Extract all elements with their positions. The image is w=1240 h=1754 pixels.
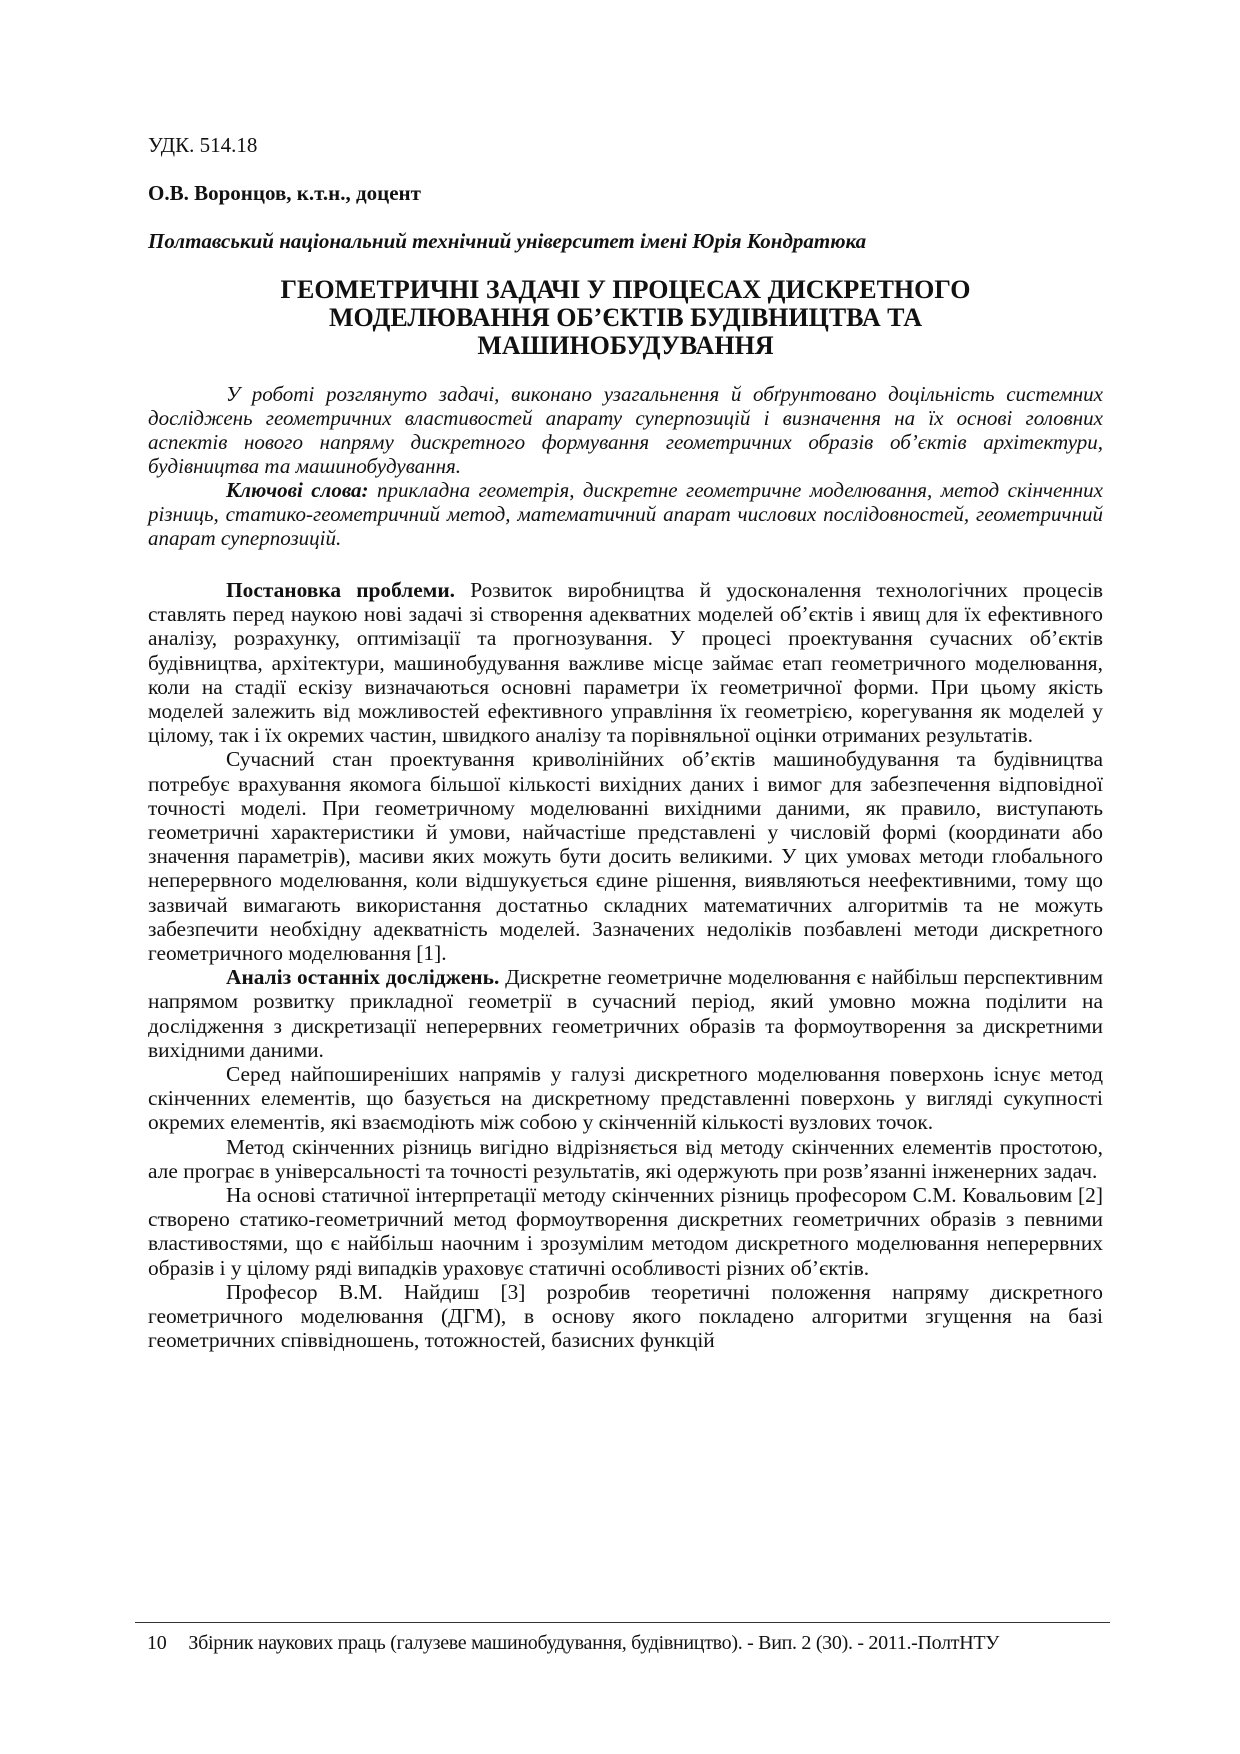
keywords-text: прикладна геометрія, дискретне геометричне моделювання, метод скінченних різниць, статико-геометричний метод, математичний апарат числових послідовностей, геометричний апарат суперпозицій.: [148, 478, 1103, 550]
abstract: [148, 382, 1103, 550]
body-paragraph-4: Серед найпоширеніших напрямів у галузі дискретного моделювання поверхонь існує метод скінченних елементів, що базується на дискретному представленні поверхонь у вигляді сукупності окремих елементів, які взаємодіють між собою у скінченній кількості вузлових точок.: [148, 1062, 1103, 1135]
affiliation-line: Полтавський національний технічний університет імені Юрія Кондратюка: [148, 229, 867, 253]
article-body: [148, 578, 1103, 1353]
body-paragraph-3: [148, 965, 1103, 1062]
body-paragraph-1-text: Розвиток виробництва й удосконалення технологічних процесів ставлять перед наукою нові задачі зі створення адекватних моделей об’єктів і явищ для їх ефективного аналізу, розрахунку, оптимізації та прогнозування. У процесі проектування сучасних об’єктів будівництва, архітектури, машинобудування важливе місце займає етап геометричного моделювання, коли на стадії ескізу визначаються основні параметри їх геометричної форми. При цьому якість моделей залежить від можливостей ефективного управління їх геометрією, корегування як моделей у цілому, так і їх окремих частин, швидкого аналізу та порівняльної оцінки отриманих результатів.: [148, 578, 1103, 748]
body-paragraph-6: На основі статичної інтерпретації методу скінченних різниць професором С.М. Ковальовим [2] створено статико-геометричний метод формоутворення дискретних геометричних образів з певними властивостями, що є найбільш наочним і зрозумілим методом дискретного моделювання неперервних образів і у цілому ряді випадків ураховує статичні особливості різних об’єктів.: [148, 1183, 1103, 1280]
page-footer: [135, 1622, 1110, 1655]
keywords-label: Ключові слова:: [226, 478, 369, 502]
page-number: 10: [147, 1632, 167, 1654]
body-paragraph-7: Професор В.М. Найдиш [3] розробив теоретичні положення напряму дискретного геометричного моделювання (ДГМ), в основу якого покладено алгоритми згущення на базі геометричних співвідношень, тотожностей, базисних функцій: [148, 1279, 1103, 1353]
article-title: ГЕОМЕТРИЧНІ ЗАДАЧІ У ПРОЦЕСАХ ДИСКРЕТНОГО МОДЕЛЮВАННЯ ОБ’ЄКТІВ БУДІВНИЦТВА ТА МАШИНОБУДУВАННЯ: [280, 275, 971, 360]
udc-code: УДК. 514.18: [148, 133, 258, 157]
article-page: [148, 132, 1103, 1353]
keywords-paragraph: [148, 478, 1103, 550]
journal-citation: Збірник наукових праць (галузеве машинобудування, будівництво). - Вип. 2 (30). - 2011.-ПолтНТУ: [188, 1632, 1000, 1654]
body-paragraph-5: Метод скінченних різниць вигідно відрізняється від методу скінченних елементів простотою, але програє в універсальності та точності результатів, які одержують при розв’язанні інженерних задач.: [148, 1134, 1103, 1183]
section-heading-problem: Постановка проблеми.: [226, 578, 456, 602]
section-heading-analysis: Аналіз останніх досліджень.: [226, 965, 500, 990]
author-line: О.В. Воронцов, к.т.н., доцент: [148, 181, 421, 205]
body-paragraph-2: Сучасний стан проектування криволінійних об’єктів машинобудування та будівництва потребує врахування якомога більшої кількості вихідних даних і вимог для забезпечення відповідної точності моделі. При геометричному моделюванні вихідними даними, як правило, виступають геометричні характеристики й умови, найчастіше представлені у числовій формі (координати або значення параметрів), масиви яких можуть бути досить великими. У цих умовах методи глобального неперервного моделювання, коли відшукується єдине рішення, виявляються неефективними, тому що зазвичай вимагають використання достатньо складних математичних алгоритмів та не можуть забезпечити необхідну адекватність моделей. Зазначених недоліків позбавлені методи дискретного геометричного моделювання [1].: [148, 747, 1103, 966]
abstract-paragraph: У роботі розглянуто задачі, виконано узагальнення й обґрунтовано доцільність системних досліджень геометричних властивостей апарату суперпозицій і визначення на їх основі головних аспектів нового напряму дискретного формування геометричних образів об’єктів архітектури, будівництва та машинобудування.: [148, 382, 1103, 478]
body-paragraph-1: [148, 578, 1103, 747]
body-paragraph-3-text: Дискретне геометричне моделювання є найбільш перспективним напрямом розвитку прикладної геометрії в сучасний період, який умовно можна поділити на дослідження з дискретизації неперервних геометричних образів та формоутворення за дискретними вихідними даними.: [148, 965, 1103, 1062]
